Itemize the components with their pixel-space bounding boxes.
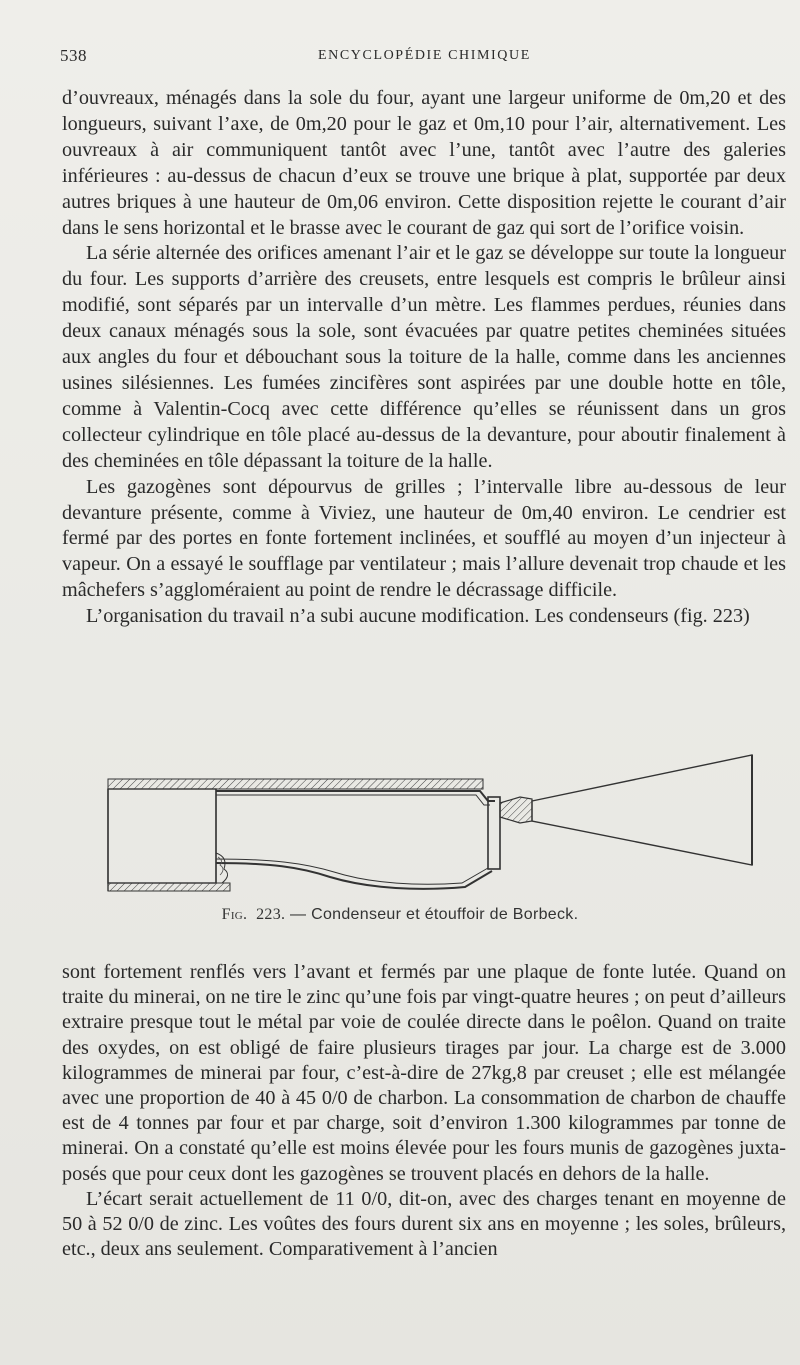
paragraph: L’écart serait actuellement de 11 0/0, dit-on, avec des charges tenant en moyenne de 50 à 52 0/0 de zinc. Les voûtes des fours durent six ans en moyenne ; les soles, brûleurs, etc., deux ans seulement. Comparativement à l’ancien <box>62 1187 786 1261</box>
text-block-bottom <box>62 960 786 1262</box>
paragraph: Les gazogènes sont dépourvus de grilles ; l’intervalle libre au-dessous de leur devanture présente, comme à Viviez, une hauteur de 0m,40 environ. Le cendrier est fermé par des portes en fonte fortement inclinées, et soufflé au moyen d’un injecteur à vapeur. On a essayé le soufflage par ventilateur ; mais l’allure devenait trop chaude et les mâchefers s’aggloméraient au point de rendre le décrassage difficile. <box>62 475 786 602</box>
top-wall-hatch <box>108 779 483 789</box>
page-number: 538 <box>60 46 87 65</box>
paragraph: La série alternée des orifices amenant l’air et le gaz se développe sur toute la longueur du four. Les supports d’arrière des creusets, entre lesquels est compris le brûleur ainsi modifié, sont séparés par un intervalle d’un mètre. Les flammes perdues, réunies dans deux canaux ménagés sous la sole, sont évacuées par quatre petites cheminées situées aux angles du four et débouchant sous la toiture de la halle, comme dans les anciennes usines silésiennes. Les fumées zincifères sont aspirées par une double hotte en tôle, comme à Valentin-Cocq avec cette différence qu’elles se réunissent dans un gros collecteur cylindrique en tôle placé au-dessus de la devanture, pour aboutir finalement à des cheminées en tôle dépassant la toiture de la halle. <box>62 242 786 472</box>
condenser-drawing <box>100 745 760 905</box>
figure-caption-text: — Condenseur et étouffoir de Borbeck. <box>290 906 579 923</box>
paragraph: sont fortement renflés vers l’avant et fermés par une plaque de fonte lutée. Quand on traite du minerai, on ne tire le zinc qu’une fois par vingt-quatre heures ; on peut d’ailleurs extraire presque tout le métal par voie de coulée directe dans le poêlon. Quand on traite des oxydes, on est obligé de faire plusieurs tirages par jour. La charge est de 3.000 kilogrammes de minerai par four, c’est-à-dire de 27kg,8 par creuset ; elle est mélangée avec une proportion de 40 à 45 0/0 de charbon. La consommation de charbon de chauffe est de 4 tonnes par four et par charge, soit d’environ 1.300 kilogrammes par tonne de minerai. On a constaté qu’elle est moins élevée pour les fours munis de gazogènes juxtaposés que pour ceux dont les gazogènes se trouvent placés en dehors de la halle. <box>62 961 786 1185</box>
text-block-top <box>62 86 786 630</box>
paragraph: d’ouvreaux, ménagés dans la sole du four, ayant une largeur uniforme de 0m,20 et des longueurs, suivant l’axe, de 0m,20 pour le gaz et 0m,10 pour l’air, alternativement. Les ouvreaux à air communiquent tantôt avec l’une, tantôt avec l’autre des galeries inférieures : au-dessus de chacun d’eux se trouve une brique à plat, supportée par deux autres briques à une hauteur de 0m,06 environ. Cette disposition rejette le courant d’air dans le sens horizontal et le brasse avec le courant de gaz qui sort de l’orifice voisin. <box>62 87 786 239</box>
front-plate <box>488 797 500 869</box>
page-header <box>60 46 780 70</box>
bottom-wall-hatch <box>108 883 230 891</box>
running-title: ENCYCLOPÉDIE CHIMIQUE <box>318 48 531 63</box>
furnace-wall <box>108 789 216 883</box>
etouffoir-cone <box>532 755 752 865</box>
figure-caption <box>0 906 800 924</box>
nozzle <box>500 797 532 823</box>
condenser-figure <box>100 745 760 905</box>
figure-number: 223. <box>256 906 286 923</box>
figure-label: Fig. <box>221 906 248 923</box>
paragraph: L’organisation du travail n’a subi aucune modification. Les condenseurs (fig. 223) <box>86 605 750 628</box>
